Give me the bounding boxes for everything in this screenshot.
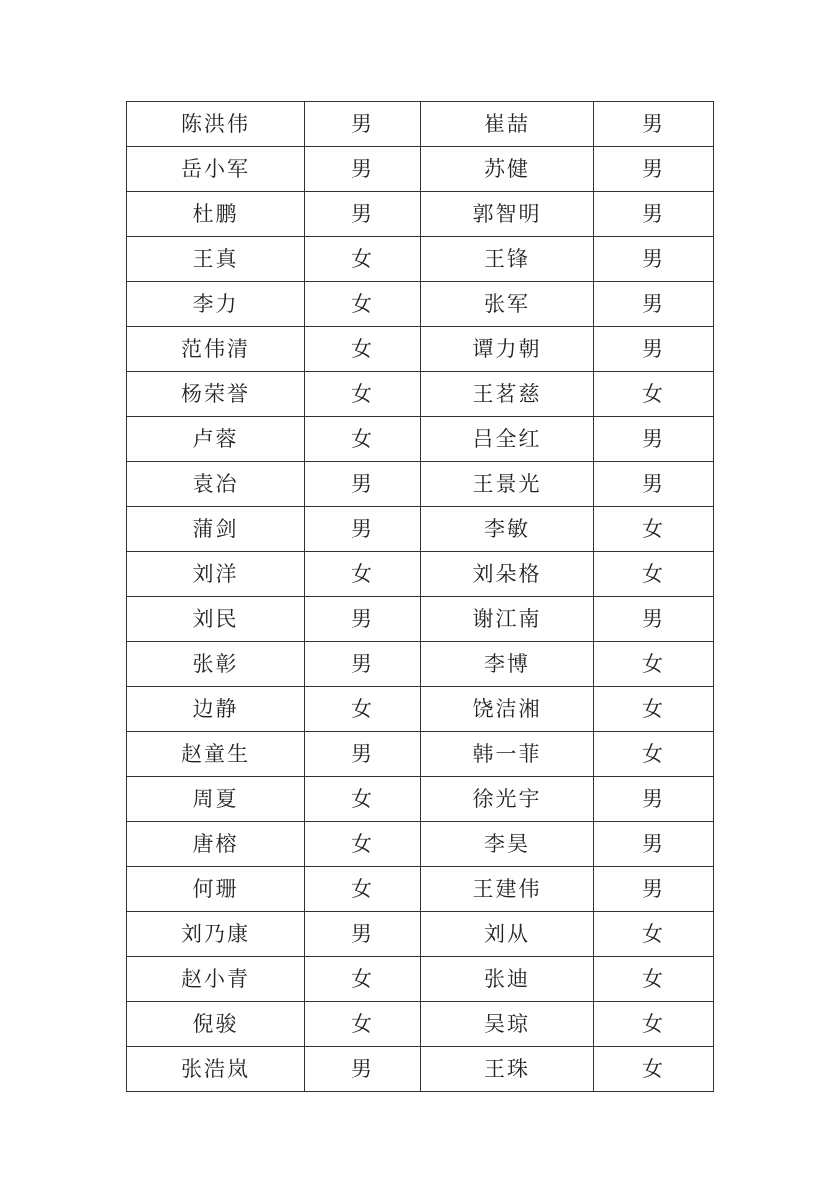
gender-cell-right: 女 xyxy=(594,642,714,687)
name-cell-right: 徐光宇 xyxy=(421,777,594,822)
gender-cell-left: 女 xyxy=(305,687,421,732)
gender-cell-right: 男 xyxy=(594,147,714,192)
gender-cell-right: 女 xyxy=(594,912,714,957)
gender-cell-right: 男 xyxy=(594,867,714,912)
name-cell-left: 蒲剑 xyxy=(127,507,305,552)
table-row xyxy=(127,777,714,822)
roster-table-body xyxy=(127,102,714,1092)
table-row xyxy=(127,687,714,732)
name-cell-left: 赵童生 xyxy=(127,732,305,777)
name-cell-left: 刘乃康 xyxy=(127,912,305,957)
gender-cell-right: 男 xyxy=(594,822,714,867)
name-cell-left: 边静 xyxy=(127,687,305,732)
gender-cell-right: 男 xyxy=(594,102,714,147)
table-row xyxy=(127,1002,714,1047)
name-cell-right: 韩一菲 xyxy=(421,732,594,777)
gender-cell-right: 女 xyxy=(594,1002,714,1047)
gender-cell-left: 女 xyxy=(305,777,421,822)
gender-cell-right: 女 xyxy=(594,1047,714,1092)
table-row xyxy=(127,552,714,597)
gender-cell-left: 女 xyxy=(305,957,421,1002)
gender-cell-left: 女 xyxy=(305,327,421,372)
name-cell-left: 唐榕 xyxy=(127,822,305,867)
name-cell-right: 苏健 xyxy=(421,147,594,192)
gender-cell-right: 男 xyxy=(594,237,714,282)
gender-cell-left: 女 xyxy=(305,552,421,597)
table-row xyxy=(127,372,714,417)
gender-cell-left: 女 xyxy=(305,1002,421,1047)
table-row xyxy=(127,1047,714,1092)
name-cell-right: 李博 xyxy=(421,642,594,687)
name-cell-right: 饶洁湘 xyxy=(421,687,594,732)
table-row xyxy=(127,417,714,462)
gender-cell-right: 女 xyxy=(594,957,714,1002)
gender-cell-left: 男 xyxy=(305,462,421,507)
name-cell-right: 崔喆 xyxy=(421,102,594,147)
name-cell-right: 王建伟 xyxy=(421,867,594,912)
table-row xyxy=(127,192,714,237)
table-row xyxy=(127,282,714,327)
gender-cell-right: 男 xyxy=(594,462,714,507)
gender-cell-right: 男 xyxy=(594,192,714,237)
name-cell-left: 袁冶 xyxy=(127,462,305,507)
name-cell-right: 吴琼 xyxy=(421,1002,594,1047)
gender-cell-left: 男 xyxy=(305,1047,421,1092)
name-cell-left: 刘洋 xyxy=(127,552,305,597)
gender-cell-right: 女 xyxy=(594,687,714,732)
table-row xyxy=(127,327,714,372)
name-cell-right: 王锋 xyxy=(421,237,594,282)
gender-cell-right: 男 xyxy=(594,417,714,462)
name-cell-left: 张浩岚 xyxy=(127,1047,305,1092)
name-cell-left: 倪骏 xyxy=(127,1002,305,1047)
name-cell-left: 杜鹏 xyxy=(127,192,305,237)
table-row xyxy=(127,822,714,867)
name-cell-left: 赵小青 xyxy=(127,957,305,1002)
table-row xyxy=(127,237,714,282)
name-cell-right: 李昊 xyxy=(421,822,594,867)
gender-cell-right: 男 xyxy=(594,327,714,372)
name-cell-left: 周夏 xyxy=(127,777,305,822)
name-cell-right: 刘从 xyxy=(421,912,594,957)
name-cell-right: 王景光 xyxy=(421,462,594,507)
name-cell-left: 王真 xyxy=(127,237,305,282)
table-row xyxy=(127,462,714,507)
gender-cell-right: 女 xyxy=(594,732,714,777)
name-cell-right: 谭力朝 xyxy=(421,327,594,372)
gender-cell-left: 女 xyxy=(305,822,421,867)
gender-cell-right: 男 xyxy=(594,282,714,327)
name-cell-left: 陈洪伟 xyxy=(127,102,305,147)
name-cell-right: 郭智明 xyxy=(421,192,594,237)
name-cell-right: 张迪 xyxy=(421,957,594,1002)
gender-cell-left: 女 xyxy=(305,867,421,912)
name-cell-right: 王珠 xyxy=(421,1047,594,1092)
name-cell-left: 卢蓉 xyxy=(127,417,305,462)
name-cell-right: 刘朵格 xyxy=(421,552,594,597)
name-cell-left: 杨荣誉 xyxy=(127,372,305,417)
table-row xyxy=(127,147,714,192)
gender-cell-left: 男 xyxy=(305,147,421,192)
table-row xyxy=(127,867,714,912)
name-cell-left: 范伟清 xyxy=(127,327,305,372)
name-cell-left: 刘民 xyxy=(127,597,305,642)
name-cell-left: 岳小军 xyxy=(127,147,305,192)
table-row xyxy=(127,912,714,957)
gender-cell-left: 男 xyxy=(305,732,421,777)
name-cell-right: 王茗慈 xyxy=(421,372,594,417)
roster-table xyxy=(126,101,714,1092)
gender-cell-right: 男 xyxy=(594,597,714,642)
name-cell-right: 张军 xyxy=(421,282,594,327)
gender-cell-right: 男 xyxy=(594,777,714,822)
name-cell-left: 何珊 xyxy=(127,867,305,912)
table-row xyxy=(127,597,714,642)
table-row xyxy=(127,957,714,1002)
table-row xyxy=(127,732,714,777)
gender-cell-left: 男 xyxy=(305,642,421,687)
gender-cell-left: 女 xyxy=(305,372,421,417)
gender-cell-right: 女 xyxy=(594,507,714,552)
gender-cell-left: 男 xyxy=(305,102,421,147)
gender-cell-left: 男 xyxy=(305,192,421,237)
name-cell-right: 吕全红 xyxy=(421,417,594,462)
gender-cell-right: 女 xyxy=(594,372,714,417)
gender-cell-left: 女 xyxy=(305,237,421,282)
gender-cell-left: 男 xyxy=(305,597,421,642)
table-row xyxy=(127,102,714,147)
gender-cell-right: 女 xyxy=(594,552,714,597)
gender-cell-left: 男 xyxy=(305,507,421,552)
name-cell-right: 李敏 xyxy=(421,507,594,552)
gender-cell-left: 男 xyxy=(305,912,421,957)
table-row xyxy=(127,642,714,687)
name-cell-left: 张彰 xyxy=(127,642,305,687)
gender-cell-left: 女 xyxy=(305,282,421,327)
name-cell-right: 谢江南 xyxy=(421,597,594,642)
name-cell-left: 李力 xyxy=(127,282,305,327)
gender-cell-left: 女 xyxy=(305,417,421,462)
table-row xyxy=(127,507,714,552)
